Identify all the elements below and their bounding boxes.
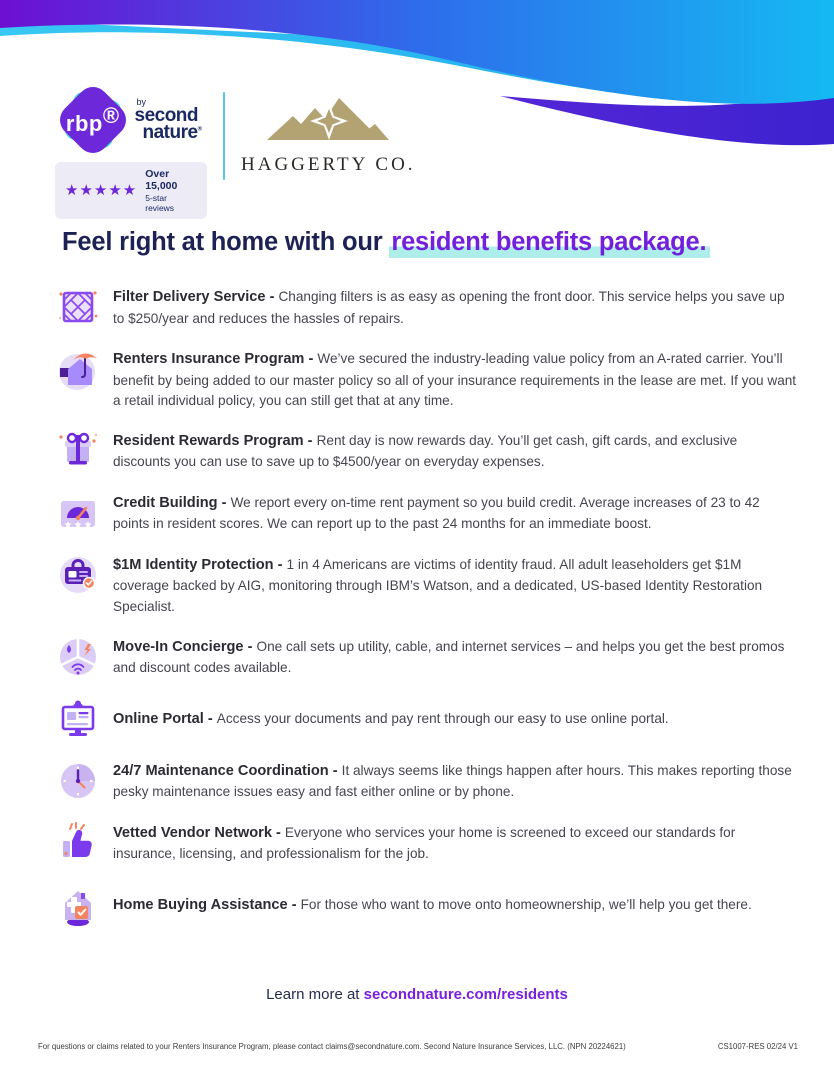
document-code: CS1007-RES 02/24 V1 bbox=[717, 1042, 798, 1051]
benefit-description: Access your documents and pay rent through our easy to use online portal. bbox=[216, 710, 669, 726]
benefit-text bbox=[113, 821, 798, 865]
by-label: by bbox=[136, 97, 147, 108]
fine-print-row bbox=[38, 1042, 798, 1051]
learn-more-line bbox=[0, 986, 834, 1003]
benefit-description: We’ve secured the industry-leading value policy from an A-rated carrier. You’ll benefit by being added to our master policy so all of your insurance requirements in the lease are met. If you want a retail individual policy, you can still get that at any time. bbox=[113, 351, 797, 408]
benefit-text bbox=[113, 759, 798, 803]
benefit-online-portal bbox=[56, 697, 798, 741]
benefit-title: Resident Rewards Program - bbox=[113, 432, 317, 449]
benefit-description: Rent day is now rewards day. You’ll get cash, gift cards, and exclusive discounts you can use to save up to $4500/year on everyday expenses. bbox=[113, 432, 738, 470]
gift-icon bbox=[56, 429, 100, 473]
rbp-brand-block bbox=[55, 88, 207, 219]
registered-mark: ® bbox=[102, 102, 120, 128]
review-caption: 5-star reviews bbox=[145, 193, 175, 213]
benefit-credit-building bbox=[56, 491, 798, 535]
benefit-text bbox=[113, 883, 752, 917]
monitor-icon bbox=[56, 697, 100, 741]
benefit-title: Filter Delivery Service - bbox=[113, 289, 279, 305]
review-text bbox=[145, 168, 197, 213]
benefit-move-in-concierge bbox=[56, 635, 798, 679]
house-check-icon bbox=[56, 883, 100, 927]
headline-highlight: resident benefits package. bbox=[389, 228, 710, 258]
rbp-logo-purple-shape bbox=[53, 80, 132, 159]
rbp-logo-text: rbp® bbox=[65, 102, 120, 137]
brand-word-second: second bbox=[134, 104, 199, 126]
logo-row bbox=[55, 88, 416, 219]
benefit-description: It always seems like things happen after hours. This makes reporting those pesky maintenance issues easy and fast either online or by phone. bbox=[113, 762, 792, 800]
benefit-description: Everyone who services your home is screened to exceed our standards for insurance, licensing, and professionalism for the job. bbox=[113, 824, 736, 862]
benefit-text bbox=[113, 285, 798, 329]
benefit-home-buying bbox=[56, 883, 798, 927]
partner-name: HAGGERTY CO. bbox=[241, 154, 416, 175]
benefit-vetted-vendors bbox=[56, 821, 798, 865]
page-title bbox=[62, 228, 802, 257]
benefit-resident-rewards bbox=[56, 429, 798, 473]
benefit-description: Changing filters is as easy as opening the front door. This service helps you save up to $250/year and reduces the hassles of repairs. bbox=[113, 289, 785, 326]
registered-mark: ® bbox=[197, 126, 202, 133]
learn-more-prefix: Learn more at bbox=[266, 986, 364, 1003]
id-badge-icon bbox=[56, 553, 100, 597]
utilities-pie-icon bbox=[56, 635, 100, 679]
benefit-title: Move-In Concierge - bbox=[113, 638, 257, 655]
umbrella-house-icon bbox=[56, 347, 100, 391]
thumbs-up-icon bbox=[56, 821, 100, 865]
rbp-lockup bbox=[61, 88, 202, 152]
benefit-text bbox=[113, 491, 798, 535]
learn-more-link[interactable]: secondnature.com/residents bbox=[363, 986, 568, 1003]
headline-prefix: Feel right at home with our bbox=[62, 228, 390, 256]
benefit-filter-delivery bbox=[56, 285, 798, 329]
credit-gauge-icon bbox=[56, 491, 100, 535]
clock-icon bbox=[56, 759, 100, 803]
benefit-title: Credit Building - bbox=[113, 494, 231, 511]
benefit-title: Renters Insurance Program - bbox=[113, 351, 318, 367]
benefit-description: We report every on-time rent payment so you build credit. Average increases of 23 to 42 points in resident scores. We can report up to the past 24 months for an immediate boost. bbox=[113, 494, 760, 532]
review-count: Over 15,000 bbox=[145, 168, 178, 192]
benefit-maintenance-coordination bbox=[56, 759, 798, 803]
rbp-logo-icon bbox=[61, 88, 125, 152]
benefit-renters-insurance bbox=[56, 347, 798, 411]
brand-word-nature: nature® bbox=[142, 122, 202, 144]
benefit-title: 24/7 Maintenance Coordination - bbox=[113, 762, 342, 779]
five-star-rating-icon: ★★★★★ bbox=[65, 182, 138, 199]
mountain-logo-icon bbox=[253, 90, 403, 152]
benefit-text bbox=[113, 635, 798, 679]
partner-logo-block bbox=[241, 88, 416, 176]
benefit-text bbox=[113, 347, 798, 411]
second-nature-wordmark bbox=[134, 97, 202, 144]
logo-divider bbox=[223, 92, 225, 180]
benefit-title: $1M Identity Protection - bbox=[113, 556, 287, 573]
benefits-list bbox=[56, 285, 798, 927]
benefit-description: One call sets up utility, cable, and internet services – and helps you get the best promos and discount codes available. bbox=[113, 638, 785, 676]
benefit-text bbox=[113, 697, 669, 731]
benefit-title: Home Buying Assistance - bbox=[113, 896, 301, 913]
benefit-text bbox=[113, 429, 798, 473]
benefit-description: 1 in 4 Americans are victims of identity fraud. All adult leaseholders get $1M coverage backed by AIG, monitoring through IBM’s Watson, and a dedicated, US-based Identity Restoration Specialist. bbox=[113, 556, 763, 614]
air-filter-icon bbox=[56, 285, 100, 329]
benefit-title: Vetted Vendor Network - bbox=[113, 824, 285, 841]
benefit-title: Online Portal - bbox=[113, 710, 217, 727]
benefit-description: For those who want to move onto homeownership, we’ll help you get there. bbox=[300, 896, 752, 912]
benefit-text bbox=[113, 553, 798, 617]
legal-text: For questions or claims related to your Renters Insurance Program, please contact claims@secondnature.com. Second Nature Insurance Services, LLC. (NPN 20224621) bbox=[38, 1042, 626, 1051]
benefit-identity-protection bbox=[56, 553, 798, 617]
review-badge bbox=[55, 162, 207, 219]
